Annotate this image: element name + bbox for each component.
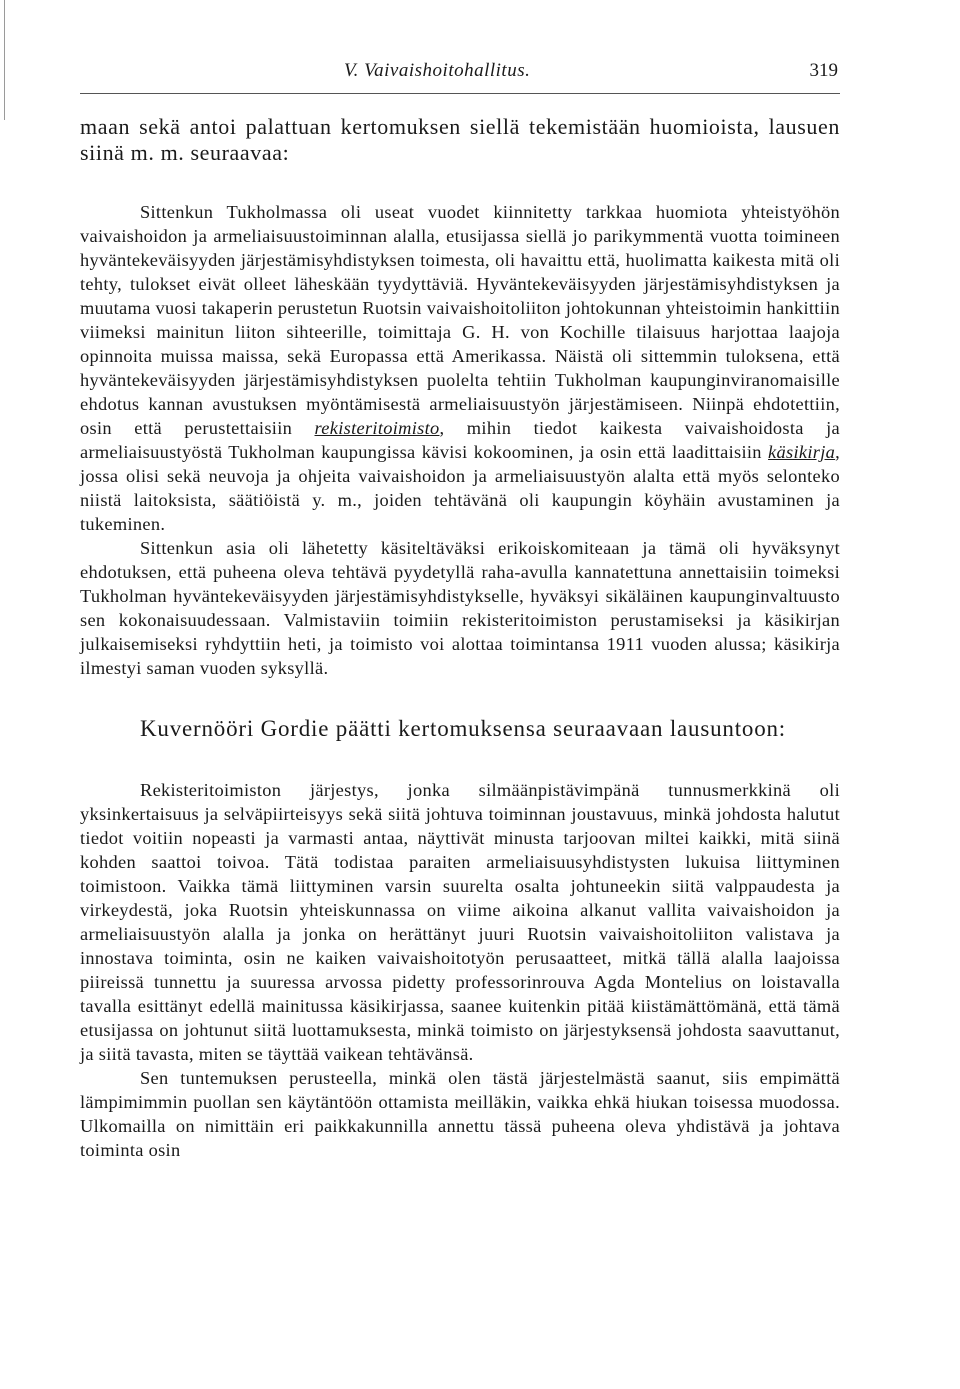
spacer	[80, 680, 840, 714]
emphasized-term: käsikirja	[768, 442, 836, 462]
running-title: V. Vaivaishoitohallitus.	[344, 60, 531, 81]
page-number: 319	[809, 60, 838, 81]
header-rule	[80, 93, 840, 94]
page-body	[80, 114, 840, 1162]
quote-paragraph: Sittenkun asia oli lähetetty käsiteltäväksi erikoiskomiteaan ja tämä oli hyväksynyt ehdotuksen, että puheena oleva tehtävä pyydetyllä raha-avulla kannatettuna annettaisiin toimeksi Tukholman hyväntekeväisyyden järjestämisyhdistykselle, hyväksyi sikäläinen kaupunginvaltuusto sen kokonaisuudessaan. Valmistaviin toimiin rekisteritoimiston perustamiseksi ja käsikirjan julkaisemiseksi ryhdyttiin heti, ja toimisto voi alottaa toimintansa 1911 vuoden alussa; käsikirja ilmestyi saman vuoden syksyllä.	[80, 538, 840, 678]
quote-paragraph: Sen tuntemuksen perusteella, minkä olen tästä järjestelmästä saanut, siis empimättä lämpimimmin puollan sen käytäntöön ottamista meilläkin, vaikka ehkä hiukan toisessa muodossa. Ulkomailla on nimittäin eri paikkakunnilla annettu tässä puheena oleva yhdistävä ja johtava toiminta osin	[80, 1068, 840, 1160]
quote-text: , jossa olisi sekä neuvoja ja ohjeita vaivaishoidon ja armeliaisuustyön alalta että myös selonteko niistä laitoksista, säätiöistä y. m., joiden tehtävänä oli kaupungin köyhäin avustaminen ja tukeminen.	[80, 442, 841, 534]
quote-paragraph: Rekisteritoimiston järjestys, jonka silmäänpistävimpänä tunnusmerkkinä oli yksinkertaisuus ja selväpiirteisyys sekä siitä johtuva toiminnan joustavuus, minkä johdosta halutut tiedot voitiin nopeasti ja varmasti antaa, näyttivät minusta tarjoovan miltei kaikki, mitä siinä kohden saattoi toivoa. Tätä todistaa paraiten armeliaisuusyhdistysten lukuisa liittyminen toimistoon. Vaikka tämä liittyminen varsin suurelta osalta johtuneekin siitä valppaudesta ja virkeydestä, joka Ruotsin yhteiskunnassa on viime aikoina alkanut vallita vaivaishoidon ja armeliaisuustyön alalla ja jonka on herättänyt juuri Ruotsin vaivaishoitoliiton valistava ja innostava toiminta, osin ne kaiken vaivaishoitotyön perusaatteet, mitkä tällä alalla laajoissa piireissä tunnettu ja suuressa arvossa pidetty professorinrouva Agda Montelius on loistavalla tavalla esittänyt edellä mainitussa käsikirjassa, saanee kuitenkin pitää kiistämättömänä, että tämä etusijassa on johtunut siitä luottamuksesta, minkä toimisto on järjestyksensä johdosta saavuttanut, ja siitä tavasta, miten se täyttää vaikean tehtävänsä.	[80, 780, 840, 1064]
quote-paragraph	[80, 200, 840, 536]
intro-paragraph: maan sekä antoi palattuan kertomuksen siellä tekemistään huomioista, lausuen siinä m. m. seuraavaa:	[80, 114, 840, 165]
quote-text: , mihin tiedot kaikesta vaivaishoidosta ja armeliaisuustyöstä Tukholman kaupungissa kävisi kokoominen, ja osin että laadittaisiin	[80, 418, 840, 462]
spacer	[80, 166, 840, 200]
section-heading: Kuvernööri Gordie päätti kertomuksensa seuraavaan lausuntoon:	[140, 716, 786, 741]
page-header	[80, 56, 840, 96]
spacer	[80, 744, 840, 778]
emphasized-term: rekisteritoimisto	[314, 418, 440, 438]
quote-text: Sittenkun Tukholmassa oli useat vuodet kiinnitetty tarkkaa huomiota yhteistyöhön vaivaishoidon ja armeliaisuustoiminnan alalla, etusijassa siellä jo parikymmentä vuotta toimineen hyväntekeväisyyden järjestämisyhdistyksen toimesta, oli havaittu että, huolimatta kaikesta mitä oli tehty, tulokset eivät olleet läheskään tyydyttäviä. Hyväntekeväisyyden järjestämisyhdistyksen ja muutama vuosi takaperin perustetun Ruotsin vaivaishoitoliiton johtokunnan yhteistoimin hankittiin viimeksi mainitun liiton sihteerille, toimittaja G. H. von Kochille tilaisuus harjottaa laajoja opinnoita muissa maissa, sekä Europassa että Amerikassa. Näistä oli sittemmin tuloksena, että hyväntekeväisyyden järjestämisyhdistyksen puolelta tehtiin Tukholman kaupunginviranomaisille ehdotus kannan avustuksen myöntämisestä armeliaisuustyön järjestämiseen. Niinpä ehdotettiin, osin että perustettaisiin	[80, 202, 840, 438]
scan-edge-line	[4, 0, 5, 120]
